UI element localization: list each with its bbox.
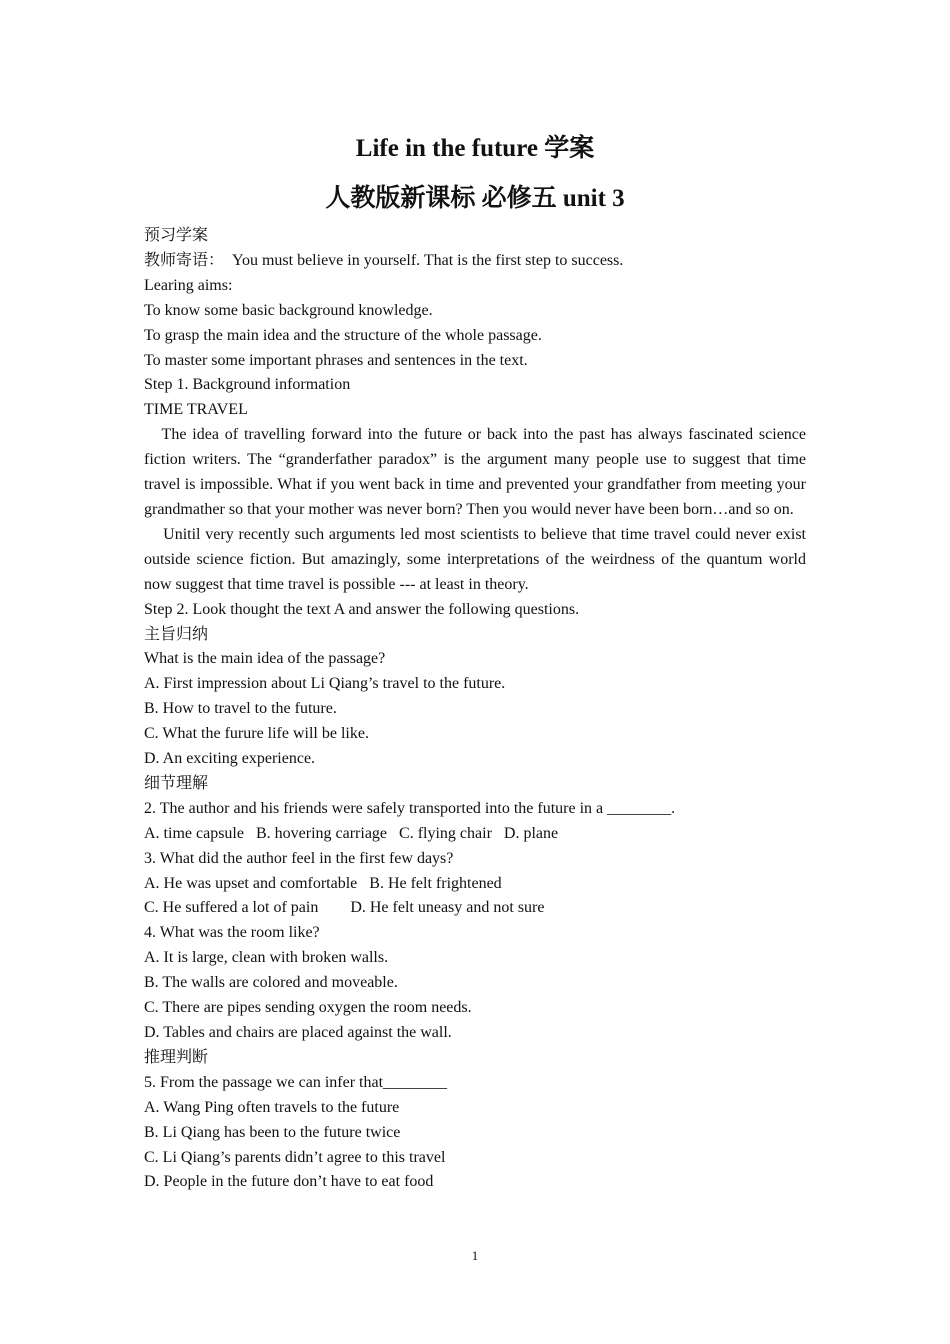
step-heading: Step 1. Background information [144,376,351,394]
option-row: C. He suffered a lot of pain D. He felt uneasy and not sure [144,899,545,917]
question: 5. From the passage we can infer that________ [144,1073,448,1091]
aim-item: To master some important phrases and sentences in the text. [144,351,528,369]
option: B. The walls are colored and moveable. [144,974,398,992]
question: 3. What did the author feel in the first few days? [144,849,454,867]
option-row: A. He was upset and comfortable B. He felt frightened [144,874,502,892]
section-label: 细节理解 [144,774,209,792]
option: C. There are pipes sending oxygen the room needs. [144,999,472,1017]
option-row: A. time capsule B. hovering carriage C. flying chair D. plane [144,824,559,842]
teacher-message: 教师寄语： You must believe in yourself. That is the first step to success. [144,251,624,269]
document-body [144,224,811,1195]
question: 2. The author and his friends were safely transported into the future in a ________. [144,799,676,817]
section-label-preview: 预习学案 [144,227,209,244]
option: A. It is large, clean with broken walls. [144,949,389,967]
aim-item: To grasp the main idea and the structure of the whole passage. [144,326,542,344]
page-number: 1 [471,1248,479,1263]
question: What is the main idea of the passage? [144,650,386,668]
question: 4. What was the room like? [144,924,320,942]
passage-title: TIME TRAVEL [144,401,248,419]
passage-paragraph: The idea of travelling forward into the future or back into the past has always fascinated science fiction writers. The “granderfather paradox” is the argument many people use to suggest that time travel is impossible. What if you went back in time and prevented your grandfather from meeting your grandmather so that your mother was never born? Then you would never have been born…and so on. [144,426,811,518]
learning-aims-heading: Learing aims: [144,276,233,294]
option: D. People in the future don’t have to eat food [144,1173,434,1191]
option: C. Li Qiang’s parents didn’t agree to this travel [144,1148,446,1166]
option: D. An exciting experience. [144,750,316,768]
option: B. Li Qiang has been to the future twice [144,1123,401,1141]
option: B. How to travel to the future. [144,700,337,718]
section-label: 推理判断 [144,1048,209,1066]
aim-item: To know some basic background knowledge. [144,301,433,319]
step-heading: Step 2. Look thought the text A and answer the following questions. [144,600,580,618]
option: A. First impression about Li Qiang’s travel to the future. [144,675,506,693]
option: A. Wang Ping often travels to the future [144,1098,400,1116]
passage-paragraph: Unitil very recently such arguments led most scientists to believe that time travel could never exist outside science fiction. But amazingly, some interpretations of the weirdness of the quantum world now suggest that time travel is possible --- at least in theory. [144,525,811,593]
document-title: Life in the future 学案 [355,135,595,162]
section-label: 主旨归纳 [144,625,209,643]
document-subtitle: 人教版新课标 必修五 unit 3 [325,185,625,212]
option: D. Tables and chairs are placed against the wall. [144,1024,452,1041]
option: C. What the furure life will be like. [144,725,369,743]
